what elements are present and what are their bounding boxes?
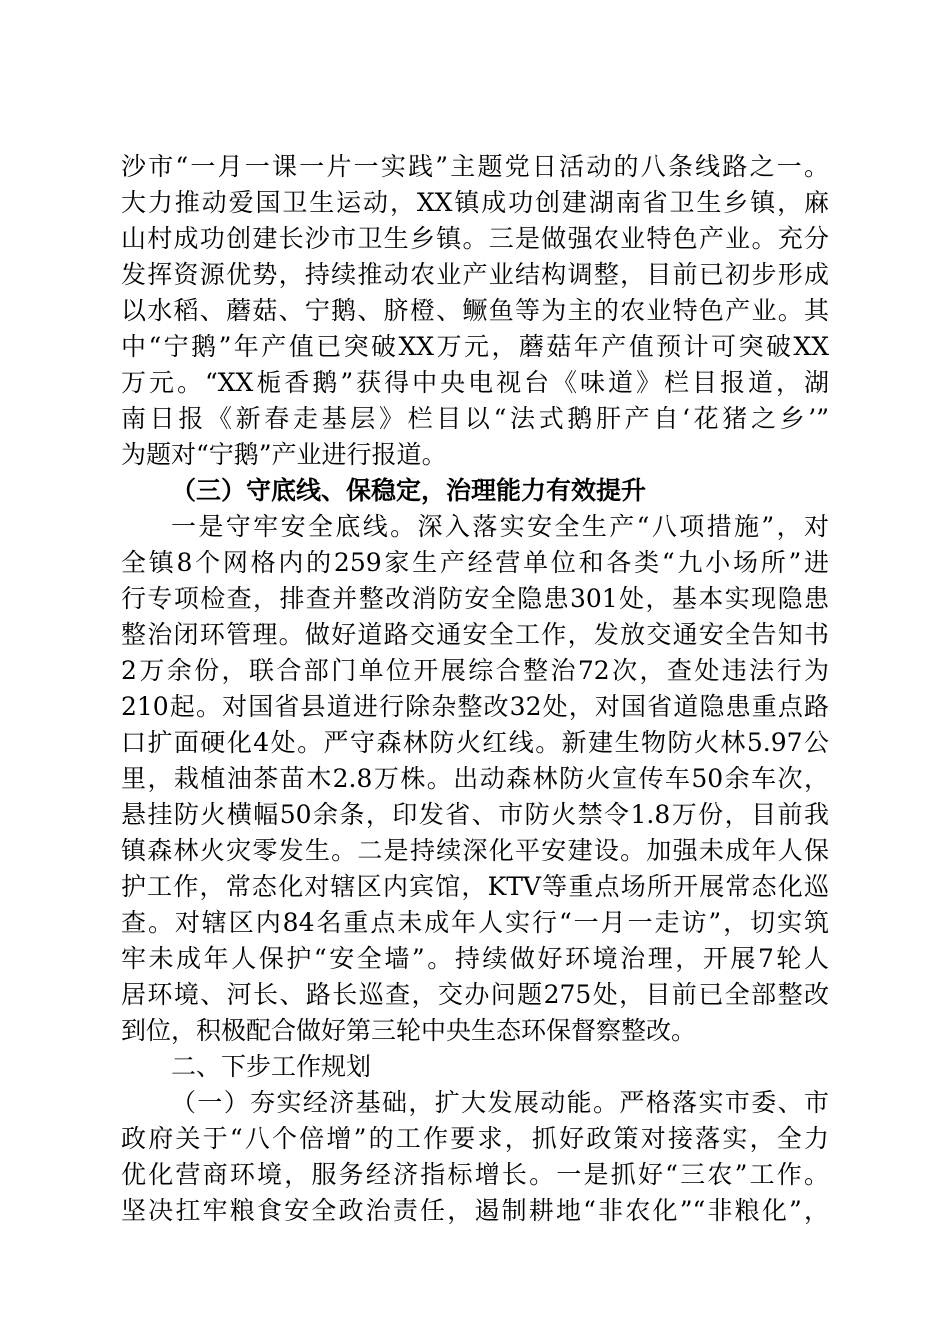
text-line: 万元。“XX栀香鹅”获得中央电视台《味道》栏目报道，湖 bbox=[121, 368, 829, 397]
text-line: 护工作，常态化对辖区内宾馆，KTV等重点场所开展常态化巡 bbox=[121, 872, 829, 901]
text-line: 整治闭环管理。做好道路交通安全工作，发放交通安全告知书 bbox=[121, 620, 829, 649]
text-line: 悬挂防火横幅50余条，印发省、市防火禁令1.8万份，目前我 bbox=[121, 800, 829, 829]
text-line: 行专项检查，排查并整改消防安全隐患301处，基本实现隐患 bbox=[121, 584, 829, 613]
text-line: 里，栽植油茶苗木2.8万株。出动森林防火宣传车50余车次， bbox=[121, 764, 829, 793]
text-line: 查。对辖区内84名重点未成年人实行“一月一走访”，切实筑 bbox=[121, 908, 829, 937]
text-line: 居环境、河长、路长巡查，交办问题275处，目前已全部整改 bbox=[121, 980, 829, 1009]
text-line: 全镇8个网格内的259家生产经营单位和各类“九小场所”进 bbox=[121, 548, 829, 577]
text-line: 优化营商环境，服务经济指标增长。一是抓好“三农”工作。 bbox=[121, 1160, 829, 1189]
text-line: 一是守牢安全底线。深入落实安全生产“八项措施”，对 bbox=[171, 512, 829, 541]
text-line: 发挥资源优势，持续推动农业产业结构调整，目前已初步形成 bbox=[121, 260, 829, 289]
text-line: 210起。对国省县道进行除杂整改32处，对国省道隐患重点路 bbox=[121, 692, 829, 721]
text-line: 到位，积极配合做好第三轮中央生态环保督察整改。 bbox=[121, 1016, 697, 1045]
text-line: 中“宁鹅”年产值已突破XX万元，蘑菇年产值预计可突破XX bbox=[121, 332, 829, 361]
section-heading: 二、下步工作规划 bbox=[171, 1052, 372, 1081]
text-line: 政府关于“八个倍增”的工作要求，抓好政策对接落实，全力 bbox=[121, 1124, 829, 1153]
section-subheading: （三）守底线、保稳定，治理能力有效提升 bbox=[171, 476, 647, 505]
text-line: 南日报《新春走基层》栏目以“法式鹅肝产自‘花猪之乡’” bbox=[121, 404, 829, 433]
text-line: 以水稻、蘑菇、宁鹅、脐橙、鳜鱼等为主的农业特色产业。其 bbox=[121, 296, 829, 325]
text-line: 镇森林火灾零发生。二是持续深化平安建设。加强未成年人保 bbox=[121, 836, 829, 865]
text-line: 牢未成年人保护“安全墙”。持续做好环境治理，开展7轮人 bbox=[121, 944, 829, 973]
text-line: （一）夯实经济基础，扩大发展动能。严格落实市委、市 bbox=[171, 1088, 829, 1117]
text-line: 山村成功创建长沙市卫生乡镇。三是做强农业特色产业。充分 bbox=[121, 224, 829, 253]
text-line: 坚决扛牢粮食安全政治责任，遏制耕地“非农化”“非粮化”， bbox=[121, 1196, 829, 1225]
text-line: 为题对“宁鹅”产业进行报道。 bbox=[121, 440, 447, 469]
text-line: 口扩面硬化4处。严守森林防火红线。新建生物防火林5.97公 bbox=[121, 728, 829, 757]
text-line: 大力推动爱国卫生运动，XX镇成功创建湖南省卫生乡镇，麻 bbox=[121, 188, 829, 217]
text-line: 沙市“一月一课一片一实践”主题党日活动的八条线路之一。 bbox=[121, 152, 829, 181]
text-line: 2万余份，联合部门单位开展综合整治72次，查处违法行为 bbox=[121, 656, 829, 685]
